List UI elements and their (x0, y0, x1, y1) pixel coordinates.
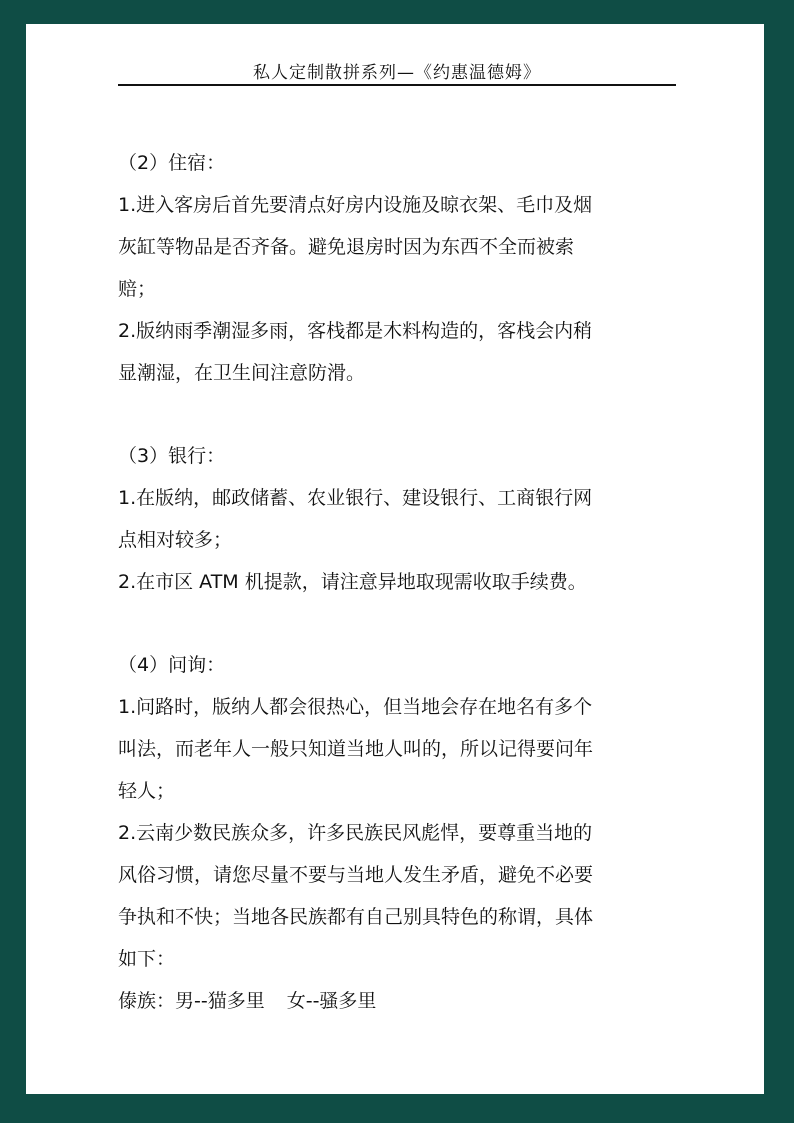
paragraph-line: 1.在版纳，邮政储蓄、农业银行、建设银行、工商银行网 (118, 487, 593, 509)
section-heading-bank: （3）银行： (118, 445, 226, 467)
section-spacer (118, 394, 678, 435)
paragraph-line: 如下： (118, 948, 176, 970)
dai-female-term: 女--骚多里 (286, 990, 377, 1012)
section-spacer (118, 603, 678, 644)
paragraph-line: 1.进入客房后首先要清点好房内设施及晾衣架、毛巾及烟 (118, 194, 593, 216)
paragraph-line: 2.在市区 ATM 机提款，请注意异地取现需收取手续费。 (118, 571, 587, 593)
document-page (26, 24, 764, 1094)
dai-male-term: 傣族：男--猫多里 (118, 990, 265, 1012)
paragraph-line: 轻人； (118, 780, 176, 802)
paragraph-line: 赔； (118, 278, 157, 300)
paragraph-line: 2.云南少数民族众多，许多民族民风彪悍，要尊重当地的 (118, 822, 593, 844)
paragraph-line: 点相对较多； (118, 529, 233, 551)
paragraph-line: 争执和不快；当地各民族都有自己别具特色的称谓，具体 (118, 906, 594, 928)
paragraph-line: 风俗习惯，请您尽量不要与当地人发生矛盾，避免不必要 (118, 864, 594, 886)
section-heading-lodging: （2）住宿： (118, 152, 226, 174)
paragraph-line: 灰缸等物品是否齐备。避免退房时因为东西不全而被索 (118, 236, 575, 258)
paragraph-line: 显潮湿，在卫生间注意防滑。 (118, 362, 366, 384)
document-body (118, 142, 678, 1022)
header-divider (118, 84, 676, 86)
paragraph-line: 2.版纳雨季潮湿多雨，客栈都是木料构造的，客栈会内稍 (118, 320, 593, 342)
paragraph-line: 叫法，而老年人一般只知道当地人叫的，所以记得要问年 (118, 738, 594, 760)
paragraph-line: 1.问路时，版纳人都会很热心，但当地会存在地名有多个 (118, 696, 593, 718)
page-header-title: 私人定制散拼系列—《约惠温德姆》 (253, 63, 541, 83)
section-heading-inquiry: （4）问询： (118, 654, 226, 676)
dai-naming-line (118, 980, 678, 1022)
